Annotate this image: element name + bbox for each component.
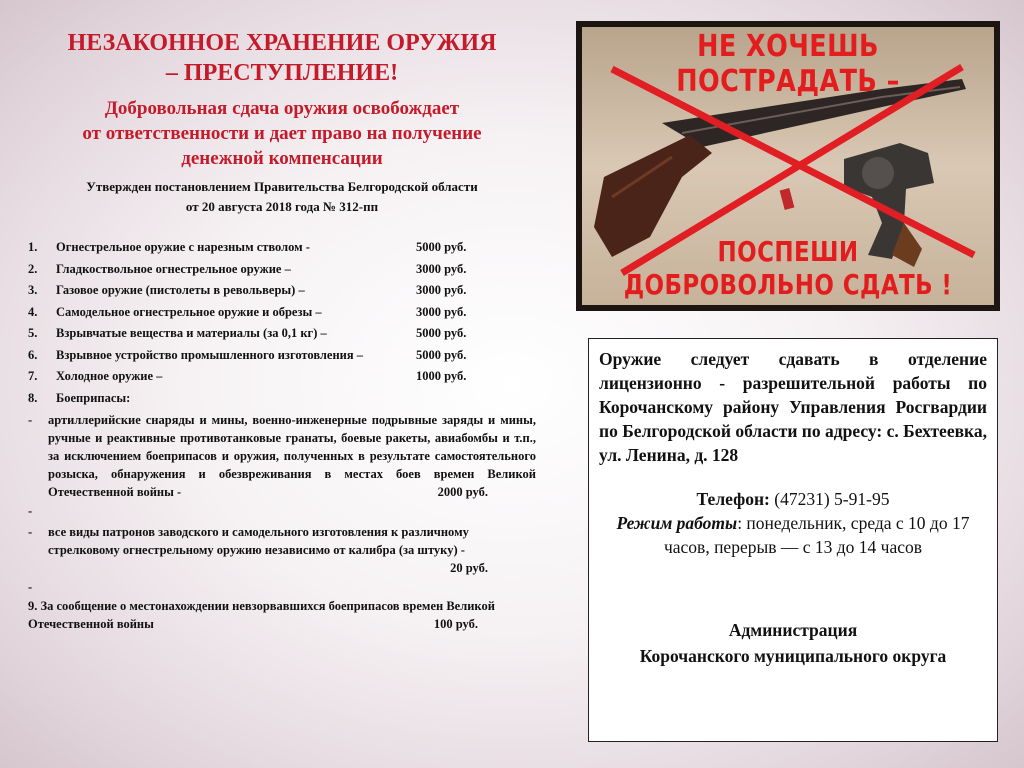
list-item (28, 280, 536, 302)
item-price: 1000 руб. (416, 369, 467, 384)
item-number: 1. (28, 240, 38, 255)
item-price: 5000 руб. (416, 326, 467, 341)
list-item (28, 237, 536, 259)
list-item (28, 388, 536, 410)
item-number: 3. (28, 283, 38, 298)
bullet-dash: - (28, 413, 33, 427)
report-item (28, 597, 536, 633)
subtitle-line-3: денежной компенсации (181, 148, 383, 169)
ammo-cartridges-price: 20 руб. (450, 561, 488, 575)
item-text: Огнестрельное оружие с нарезным стволом - (56, 240, 310, 255)
item-number: 7. (28, 369, 38, 384)
approval-line-1: Утвержден постановлением Правительства Белгородской области (86, 179, 478, 194)
item-text: Гладкоствольное огнестрельное оружие – (56, 261, 291, 276)
ammo-artillery-text (48, 411, 536, 501)
bullet-dash: - (28, 525, 33, 539)
ammo-artillery-item (28, 411, 536, 501)
report-price: 100 руб. (433, 617, 478, 631)
list-item (28, 259, 536, 281)
hours-label: Режим работы (616, 513, 738, 533)
poster-image (582, 27, 994, 305)
item-number: 5. (28, 326, 38, 341)
item-text: Боеприпасы: (56, 390, 131, 405)
contacts (599, 487, 987, 559)
poster-top-text: НЕ ХОЧЕШЬ ПОСТРАДАТЬ – (676, 29, 900, 99)
item-price: 5000 руб. (416, 240, 467, 255)
title-line-1: НЕЗАКОННОЕ ХРАНЕНИЕ ОРУЖИЯ (67, 30, 497, 56)
approval-note (28, 177, 536, 217)
page-title (28, 28, 536, 88)
item-number: 2. (28, 261, 38, 276)
item-text: Взрывчатые вещества и материалы (за 0,1 кг) – (56, 326, 327, 341)
item-number: 4. (28, 304, 38, 319)
list-item (28, 323, 536, 345)
ammo-artillery-price: 2000 руб. (437, 485, 488, 499)
warning-poster (576, 21, 1000, 311)
phone-label: Телефон: (696, 489, 770, 509)
item-text: Холодное оружие – (56, 369, 163, 384)
handover-address: Оружие следует сдавать в отделение лицензионно - разрешительной работы по Корочанскому району Управления Росгвардии по Белгородской области по адресу: с. Бехтеевка, ул. Ленина, д. 128 (599, 349, 987, 465)
admin-line-2: Корочанского муниципального округа (639, 646, 947, 666)
empty-dash: - (28, 580, 33, 594)
hours-line (599, 511, 987, 559)
left-column (28, 28, 536, 633)
item-text: Газовое оружие (пистолеты в револьверы) – (56, 283, 305, 298)
ammo-artillery-description: артиллерийские снаряды и мины, военно-инженерные подрывные заряды и мины, ручные и реактивные противотанковые гранаты, боевые ракеты, авиабомбы и т.п., за исключением боеприпасов и оружия, полученных в результате самостоятельного розыска, обнаружения и обезвреживания в местах боев времен Великой Отечественной войны - (48, 413, 536, 499)
ammo-cartridges-text (48, 523, 536, 577)
item-price: 3000 руб. (416, 261, 467, 276)
hours-value: : понедельник, среда с 10 до 17 часов, перерыв — с 13 до 14 часов (663, 513, 970, 557)
contact-info-box (588, 338, 998, 742)
ammo-cartridges-item (28, 523, 536, 577)
compensation-list (28, 237, 536, 633)
report-text: 9. За сообщение о местонахождении невзорвавшихся боеприпасов времен Великой Отечественной войны (28, 599, 495, 631)
item-price: 5000 руб. (416, 347, 467, 362)
item-text: Самодельное огнестрельное оружие и обрезы – (56, 304, 322, 319)
subtitle-line-1: Добровольная сдача оружия освобождает (104, 98, 460, 119)
item-number: 6. (28, 347, 38, 362)
list-item (28, 302, 536, 324)
phone-value: (47231) 5-91-95 (769, 489, 890, 509)
admin-line-1: Администрация (728, 620, 858, 640)
approval-line-2: от 20 августа 2018 года № 312-пп (185, 199, 379, 214)
subtitle (28, 96, 536, 171)
ammo-cartridges-description: все виды патронов заводского и самодельного изготовления к различному стрелковому огнестрельному оружию независимо от калибра (за штуку) - (48, 525, 469, 557)
item-price: 3000 руб. (416, 304, 467, 319)
phone-line (599, 487, 987, 511)
poster-bottom-text: ПОСПЕШИ ДОБРОВОЛЬНО СДАТЬ ! (623, 235, 953, 301)
subtitle-line-2: от ответственности и дает право на получение (82, 123, 482, 144)
list-item (28, 345, 536, 367)
item-number: 8. (28, 390, 38, 405)
empty-dash: - (28, 504, 33, 518)
administration-signature (599, 617, 987, 669)
list-item (28, 366, 536, 388)
item-text: Взрывное устройство промышленного изготовления – (56, 347, 364, 362)
title-line-2: – ПРЕСТУПЛЕНИЕ! (165, 60, 399, 86)
item-price: 3000 руб. (416, 283, 467, 298)
